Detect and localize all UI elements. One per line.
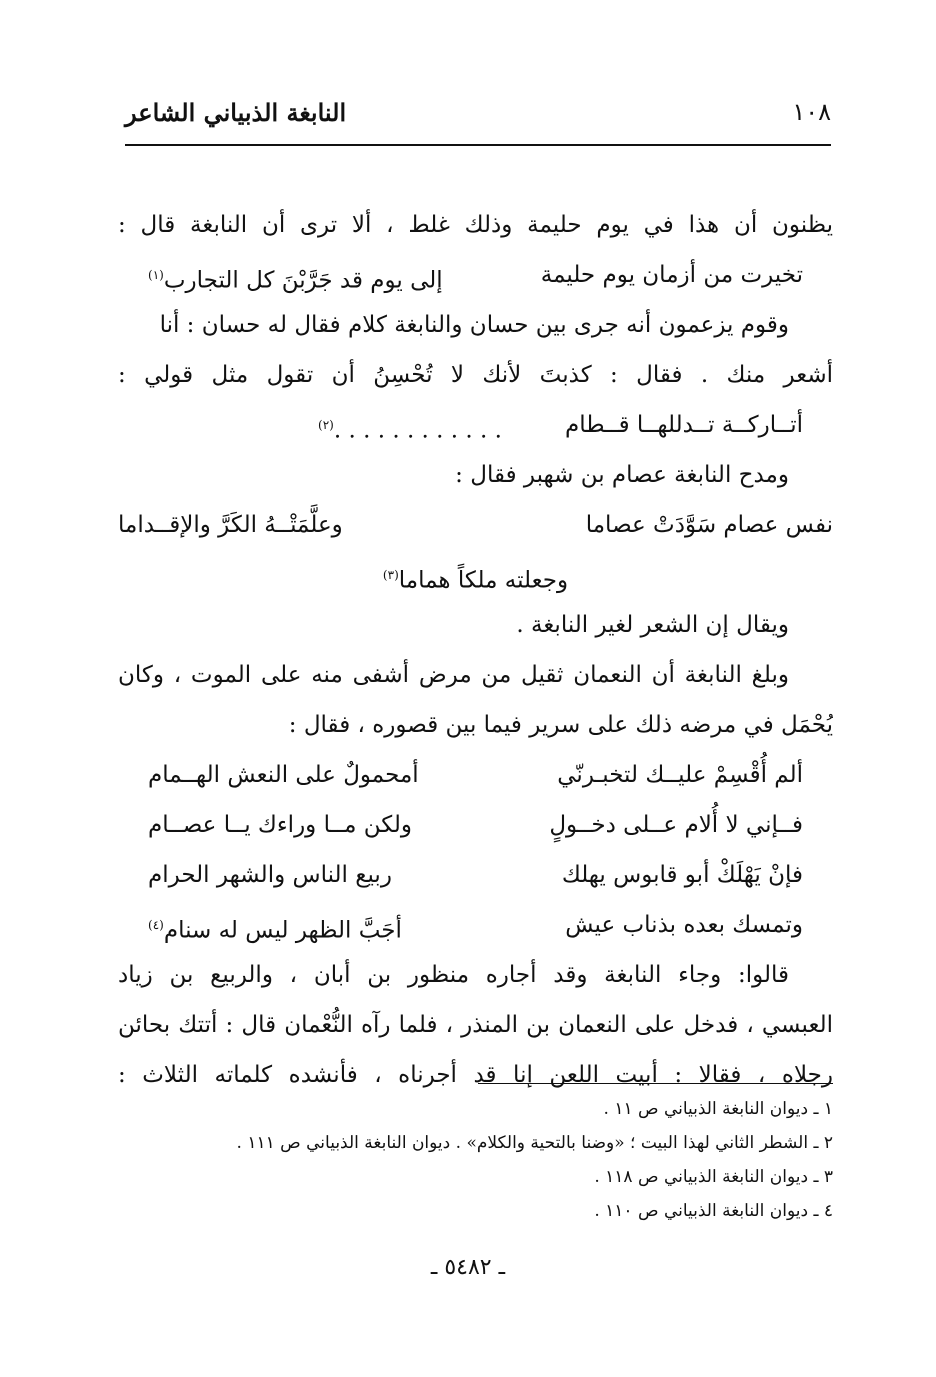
footnote: ١ ـ ديوان النابغة الذبياني ص ١١ . xyxy=(603,1099,833,1119)
text-line: ومدح النابغة عصام بن شهبر فقال : xyxy=(455,462,789,488)
verse-hemistich: وجعلته ملكاً هماما$^{(٣)}$ xyxy=(382,567,569,594)
footnote-marker: (٤) xyxy=(148,918,164,932)
verse-hemistich: ولكن مــا وراءك يــا عصــام xyxy=(148,812,413,838)
page-number: ١٠٨ xyxy=(792,98,831,126)
verse-hemistich: . . . . . . . . . . . .$^{(٢)}$ xyxy=(318,417,502,444)
verse-line xyxy=(118,400,833,450)
verse-line xyxy=(118,250,833,300)
footnote-marker: (١) xyxy=(148,268,164,282)
verse-hemistich: تخيرت من أزمان يوم حليمة xyxy=(540,262,803,288)
footnote-marker: (٢) xyxy=(318,418,334,432)
text-line: وبلغ النابغة أن النعمان ثقيل من مرض أشفى منه على الموت ، وكان xyxy=(118,662,789,688)
text-line: يُحْمَل في مرضه ذلك على سرير فيما بين قصوره ، فقال : xyxy=(288,712,833,738)
verse-hemistich: ألم أُقْسِمْ عليــك لتخبـرنّي xyxy=(557,762,803,788)
text-line: قالوا: وجاء النابغة وقد أجاره منظور بن أبان ، والربيع بن زياد xyxy=(118,962,789,988)
text-line: أشعر منك . فقال : كذبتَ لأنك لا تُحْسِنُ أن تقول مثل قولي : xyxy=(118,362,833,388)
verse-hemistich: أتــاركــة تــدللهــا قــطام xyxy=(564,412,803,438)
footnote: ٤ ـ ديوان النابغة الذبياني ص ١١٠ . xyxy=(594,1201,833,1221)
verse-line xyxy=(118,850,833,900)
verse-hemistich: إلى يوم قد جَرَّبْنَ كل التجارب$^{(١)}$ xyxy=(148,267,443,294)
footnotes xyxy=(118,1092,833,1228)
verse-hemistich: ربيع الناس والشهر الحرام xyxy=(148,862,392,888)
text-line: وقوم يزعمون أنه جرى بين حسان والنابغة كلام فقال له حسان : أنا xyxy=(159,312,789,338)
verse-hemistich: فــإني لا أُلام عــلى دخــولٍ xyxy=(549,812,803,838)
verse-hemistich: نفس عصام سَوَّدَتْ عصاما xyxy=(585,512,833,538)
main-text xyxy=(118,200,833,1100)
verse-line xyxy=(118,550,833,600)
footnote-marker: (٣) xyxy=(382,568,399,582)
verse-hemistich: أمحمولٌ على النعش الهــمام xyxy=(148,762,419,788)
footnote: ٣ ـ ديوان النابغة الذبياني ص ١١٨ . xyxy=(594,1167,833,1187)
text-line: يظنون أن هذا في يوم حليمة وذلك غلط ، ألا ترى أن النابغة قال : xyxy=(118,212,833,238)
running-title: النابغة الذبياني الشاعر xyxy=(125,98,347,127)
verse-hemistich: أجَبَّ الظهر ليس له سنام$^{(٤)}$ xyxy=(148,917,402,944)
footnote: ٢ ـ الشطر الثاني لهذا البيت ؛ «وضنا بالتحية والكلام» . ديوان النابغة الذبياني ص ١١١ . xyxy=(236,1133,833,1153)
page-header xyxy=(125,92,831,146)
verse-line xyxy=(118,800,833,850)
verse-hemistich: وعلَّمَتْــهُ الكَرَّ والإقــداما xyxy=(118,512,343,538)
text-line: رجلاه ، فقالا : أبيت اللعن إنا قد أجرناه ، فأنشده كلماته الثلاث : xyxy=(118,1062,833,1088)
footnote-separator xyxy=(478,1083,833,1084)
verse-line xyxy=(118,900,833,950)
text-line: العبسي ، فدخل على النعمان بن المنذر ، فلما رآه النُّعْمان قال : أتتك بحائن xyxy=(118,1012,833,1038)
verse-line xyxy=(118,750,833,800)
verse-hemistich: وتمسك بعده بذناب عيش xyxy=(565,912,803,938)
verse-hemistich: فإنْ يَهْلَكْ أبو قابوس يهلك xyxy=(561,862,803,888)
text-line: ويقال إن الشعر لغير النابغة . xyxy=(516,612,789,638)
verse-line xyxy=(118,500,833,550)
folio-number: ـ ٥٤٨٢ ـ xyxy=(430,1255,506,1280)
